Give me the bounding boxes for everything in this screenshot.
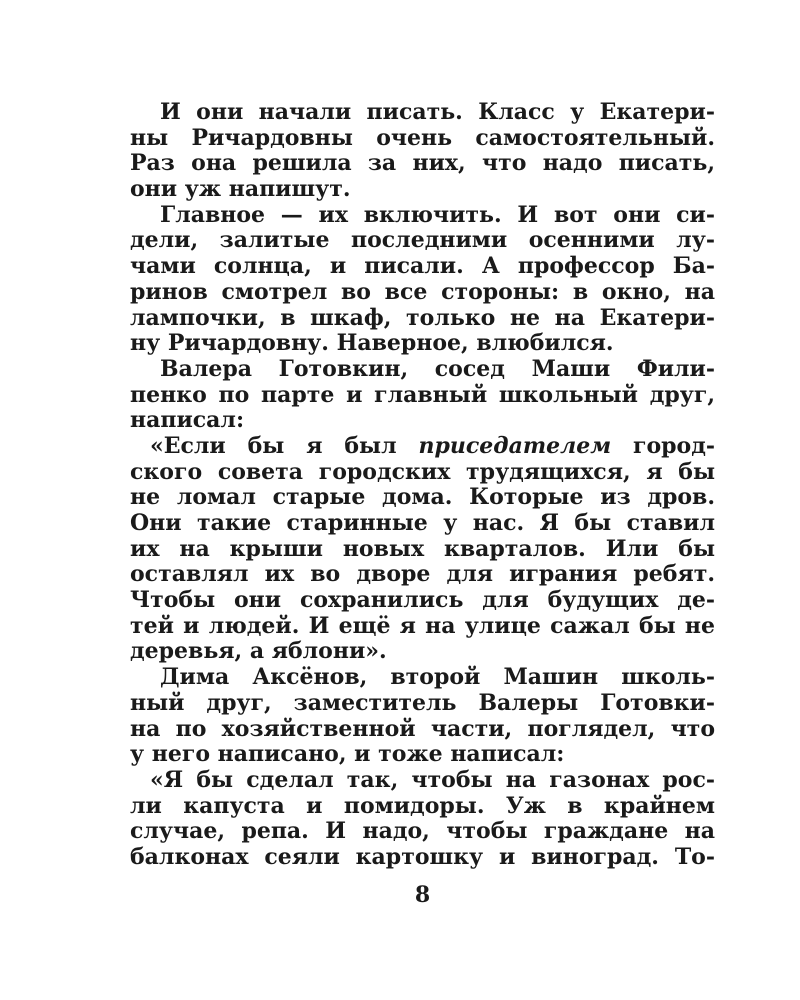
line-text: у него написано, и тоже написал:	[130, 741, 565, 768]
text-line	[130, 819, 715, 845]
paragraph	[130, 768, 715, 871]
text-line	[160, 665, 715, 691]
text-line	[130, 511, 715, 537]
line-text: Главное — их включить. И вот они си-	[160, 201, 715, 228]
text-line	[130, 280, 715, 306]
text-line	[130, 383, 715, 409]
line-text: Чтобы они сохранились для будущих де-	[130, 587, 715, 614]
line-text: они уж напишут.	[130, 176, 351, 203]
line-text: Они такие старинные у нас. Я бы ставил	[130, 510, 715, 536]
line-text: ный друг, заместитель Валеры Готовки-	[130, 689, 715, 716]
line-text: пенко по парте и главный школьный друг,	[130, 381, 715, 408]
text-line	[130, 306, 715, 332]
text-line	[130, 639, 715, 665]
italic-word: приседателем	[418, 432, 612, 459]
text-line	[130, 588, 715, 614]
text-block	[130, 100, 715, 871]
paragraph	[130, 434, 715, 665]
line-text	[150, 434, 715, 460]
line-text: тей и людей. И ещё я на улице сажал бы не	[130, 612, 715, 639]
line-text: И они начали писать. Класс у Екатери-	[160, 99, 715, 125]
page-number: 8	[414, 882, 431, 908]
line-text: дели, залитые последними осенними лу-	[130, 227, 715, 254]
paragraph	[130, 203, 715, 357]
line-text: написал:	[130, 407, 245, 434]
line-text-part: город-	[611, 432, 715, 459]
text-line	[130, 845, 715, 871]
text-line	[130, 537, 715, 563]
text-line	[150, 768, 715, 794]
text-line	[160, 100, 715, 126]
line-text: деревья, а яблони».	[130, 638, 387, 665]
line-text: ны Ричардовны очень самостоятельный.	[130, 124, 715, 151]
line-text: балконах сеяли картошку и виноград. То-	[130, 843, 715, 870]
text-line	[130, 126, 715, 152]
line-text: Дима Аксёнов, второй Машин школь-	[160, 664, 715, 691]
text-line	[130, 177, 715, 203]
text-line	[160, 203, 715, 229]
line-text: случае, репа. И надо, чтобы граждане на	[130, 818, 715, 845]
paragraph	[130, 665, 715, 768]
text-line	[130, 691, 715, 717]
line-text: чами солнца, и писали. А профессор Ба-	[130, 253, 715, 280]
line-text: Валера Готовкин, сосед Маши Фили-	[160, 355, 715, 382]
text-line	[160, 357, 715, 383]
line-text: ну Ричардовну. Наверное, влюбился.	[130, 330, 614, 357]
text-line	[130, 331, 715, 357]
line-text: ринов смотрел во все стороны: в окно, на	[130, 278, 715, 305]
line-text: на по хозяйственной части, поглядел, что	[130, 715, 715, 742]
line-text: ского совета городских трудящихся, я бы	[130, 458, 715, 485]
text-line	[130, 614, 715, 640]
text-line	[130, 254, 715, 280]
text-line	[130, 460, 715, 486]
line-text: оставлял их во дворе для играния ребят.	[130, 561, 715, 588]
line-text: их на крыши новых кварталов. Или бы	[130, 535, 715, 562]
line-text: Раз она решила за них, что надо писать,	[130, 150, 715, 177]
text-line	[130, 228, 715, 254]
text-line	[130, 151, 715, 177]
text-line	[130, 562, 715, 588]
line-text: не ломал старые дома. Которые из дров.	[130, 484, 715, 511]
text-line	[150, 434, 715, 460]
paragraph	[130, 357, 715, 434]
line-text: «Я бы сделал так, чтобы на газонах рос-	[150, 766, 715, 793]
paragraph	[130, 100, 715, 203]
text-line	[130, 485, 715, 511]
text-line	[130, 717, 715, 743]
line-text-part: «Если бы я был	[150, 432, 419, 459]
text-line	[130, 794, 715, 820]
text-line	[130, 742, 715, 768]
text-line	[130, 408, 715, 434]
line-text: лампочки, в шкаф, только не на Екатери-	[130, 304, 715, 331]
line-text: ли капуста и помидоры. Уж в крайнем	[130, 792, 715, 819]
